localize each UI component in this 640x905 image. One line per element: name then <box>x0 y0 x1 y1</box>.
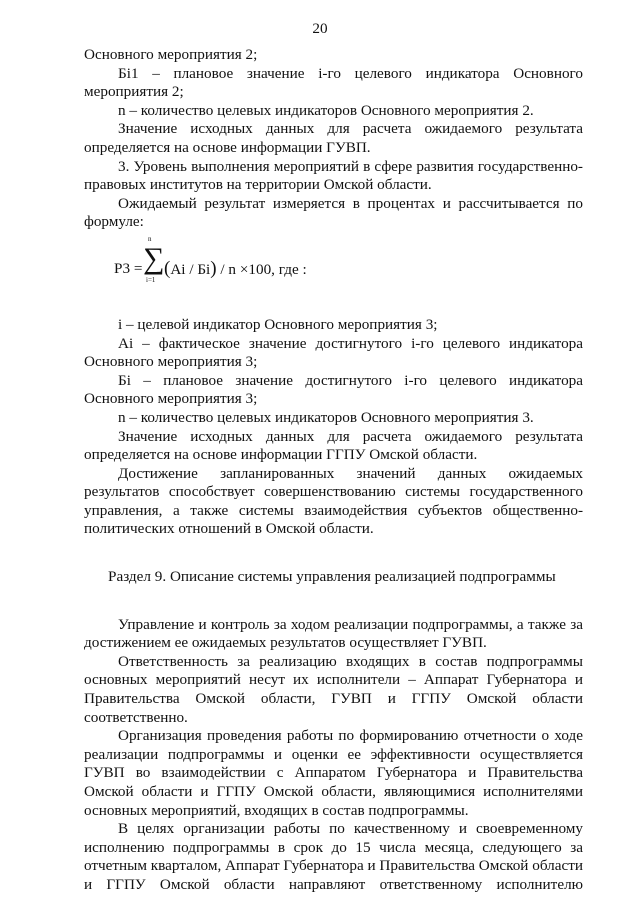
formula-sum-upper-limit: n <box>148 234 152 243</box>
page-number: 20 <box>312 20 328 37</box>
paragraph: Значение исходных данных для расчета ожидаемого результата определяется на основе информации ГУВП. <box>84 120 583 156</box>
sum-sign: ∑ <box>143 241 165 275</box>
paragraph: Бi1 – плановое значение i-го целевого индикатора Основного мероприятия 2; <box>84 64 583 101</box>
paragraph: Достижение запланированных значений данных ожидаемых результатов способствует совершенствованию системы государственного управления, а также системы взаимодействия субъектов общественно-политических отношений в Омской области. <box>84 464 583 538</box>
section-heading: Раздел 9. Описание системы управления реализацией подпрограммы <box>108 568 556 586</box>
page-body <box>84 46 583 895</box>
paragraph: Управление и контроль за ходом реализации подпрограммы, а также за достижением ее ожидаемых результатов осуществляет ГУВП. <box>84 615 583 652</box>
paragraph-line: исполнению подпрограммы в срок до 15 числа месяца, следующего за <box>84 838 583 856</box>
paragraph: n – количество целевых индикаторов Основного мероприятия 2. <box>118 101 534 119</box>
formula-close-paren: ) <box>210 257 217 279</box>
paragraph: Ожидаемый результат измеряется в процентах и рассчитывается по формуле: <box>84 194 583 231</box>
paragraph: Бi – плановое значение достигнутого i-го целевого индикатора Основного мероприятия 3; <box>84 371 583 408</box>
formula-sum-lower-limit: i=1 <box>146 275 156 284</box>
paragraph-line: В целях организации работы по качественному и своевременному <box>118 820 583 838</box>
formula-tail: / n ×100, где : <box>220 260 307 278</box>
paragraph: 3. Уровень выполнения мероприятий в сфере развития государственно-правовых институтов на территории Омской области. <box>84 157 583 194</box>
paragraph: Аi – фактическое значение достигнутого i-го целевого индикатора Основного мероприятия 3; <box>84 334 583 371</box>
paragraph: i – целевой индикатор Основного мероприятия 3; <box>118 315 438 333</box>
paragraph-line: и ГГПУ Омской области направляют ответственному исполнителю <box>84 875 583 893</box>
formula-lhs: Р3 = <box>114 259 143 277</box>
paragraph: n – количество целевых индикаторов Основного мероприятия 3. <box>118 408 534 426</box>
formula <box>84 232 583 304</box>
formula-expression <box>164 257 307 280</box>
paragraph: Ответственность за реализацию входящих в состав подпрограммы основных мероприятий несут их исполнители – Аппарат Губернатора и Правительства Омской области, ГУВП и ГГПУ Омской области соответственно. <box>84 652 583 726</box>
paragraph-line: отчетным кварталом, Аппарат Губернатора и Правительства Омской области <box>84 857 583 875</box>
paragraph: Организация проведения работы по формированию отчетности о ходе реализации подпрограммы и оценки ее эффективности осуществляется ГУВП во взаимодействии с Аппаратом Губернатора и Правительства Омской области и ГГПУ Омской области, являющимися исполнителями основных мероприятий, входящих в состав подпрограммы. <box>84 727 583 819</box>
paragraph: Значение исходных данных для расчета ожидаемого результата определяется на основе информации ГГПУ Омской области. <box>84 427 583 464</box>
paragraph: Основного мероприятия 2; <box>84 46 258 63</box>
formula-open-paren: ( <box>164 257 171 279</box>
formula-ratio: Аi / Бi <box>170 260 211 278</box>
